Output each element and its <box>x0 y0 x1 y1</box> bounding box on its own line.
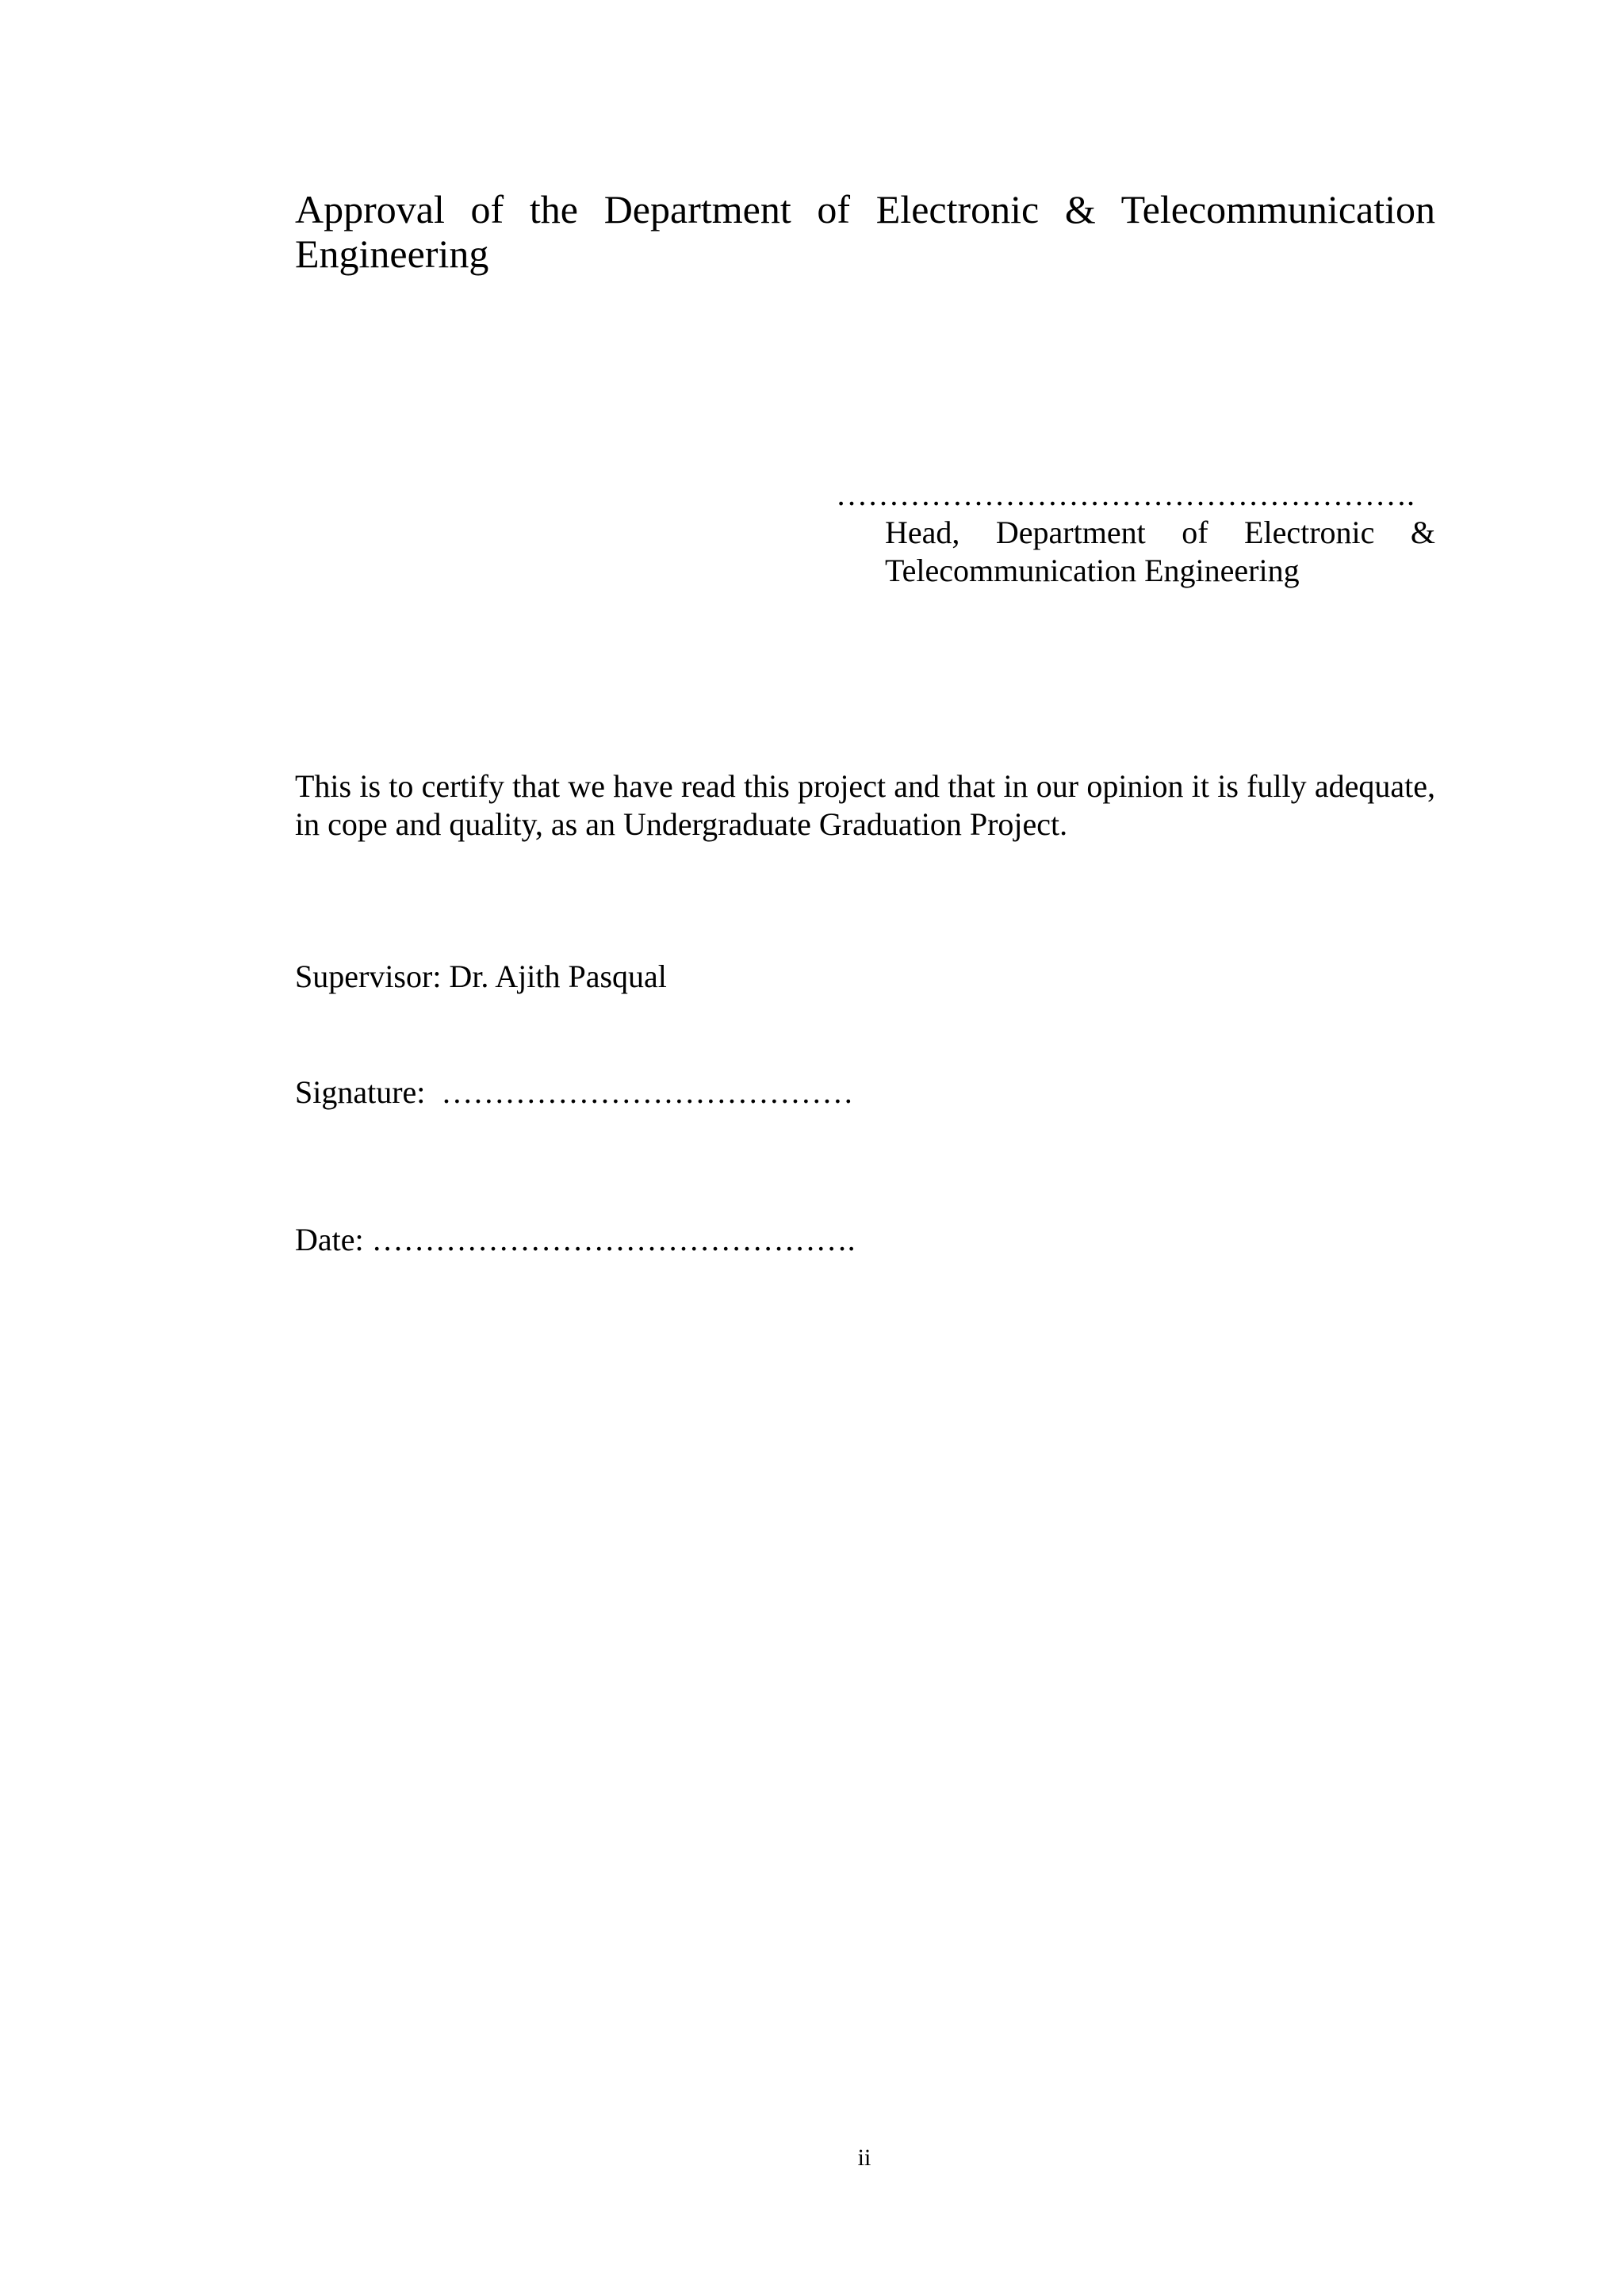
date-line: ………………………………………. <box>371 1222 856 1257</box>
head-signature-block <box>836 476 1435 590</box>
signature-field <box>295 1073 1435 1112</box>
date-field <box>295 1221 1435 1259</box>
signature-label: Signature: <box>295 1074 426 1110</box>
signature-line: ………………………………… <box>441 1074 854 1110</box>
certification-statement: This is to certify that we have read this project and that in our opinion it is fully adequate, in cope and quality, as an Undergraduate Graduation Project. <box>295 768 1435 842</box>
head-title: Head, Department of Electronic & Telecommunication Engineering <box>885 515 1435 588</box>
date-label: Date: <box>295 1222 364 1257</box>
supervisor-name: Supervisor: Dr. Ajith Pasqual <box>295 959 667 994</box>
head-signature-line: ………………………………………………. <box>836 476 1415 512</box>
page-number: ii <box>857 2145 871 2171</box>
approval-title: Approval of the Department of Electronic & Telecommunication Engineering <box>295 187 1435 276</box>
